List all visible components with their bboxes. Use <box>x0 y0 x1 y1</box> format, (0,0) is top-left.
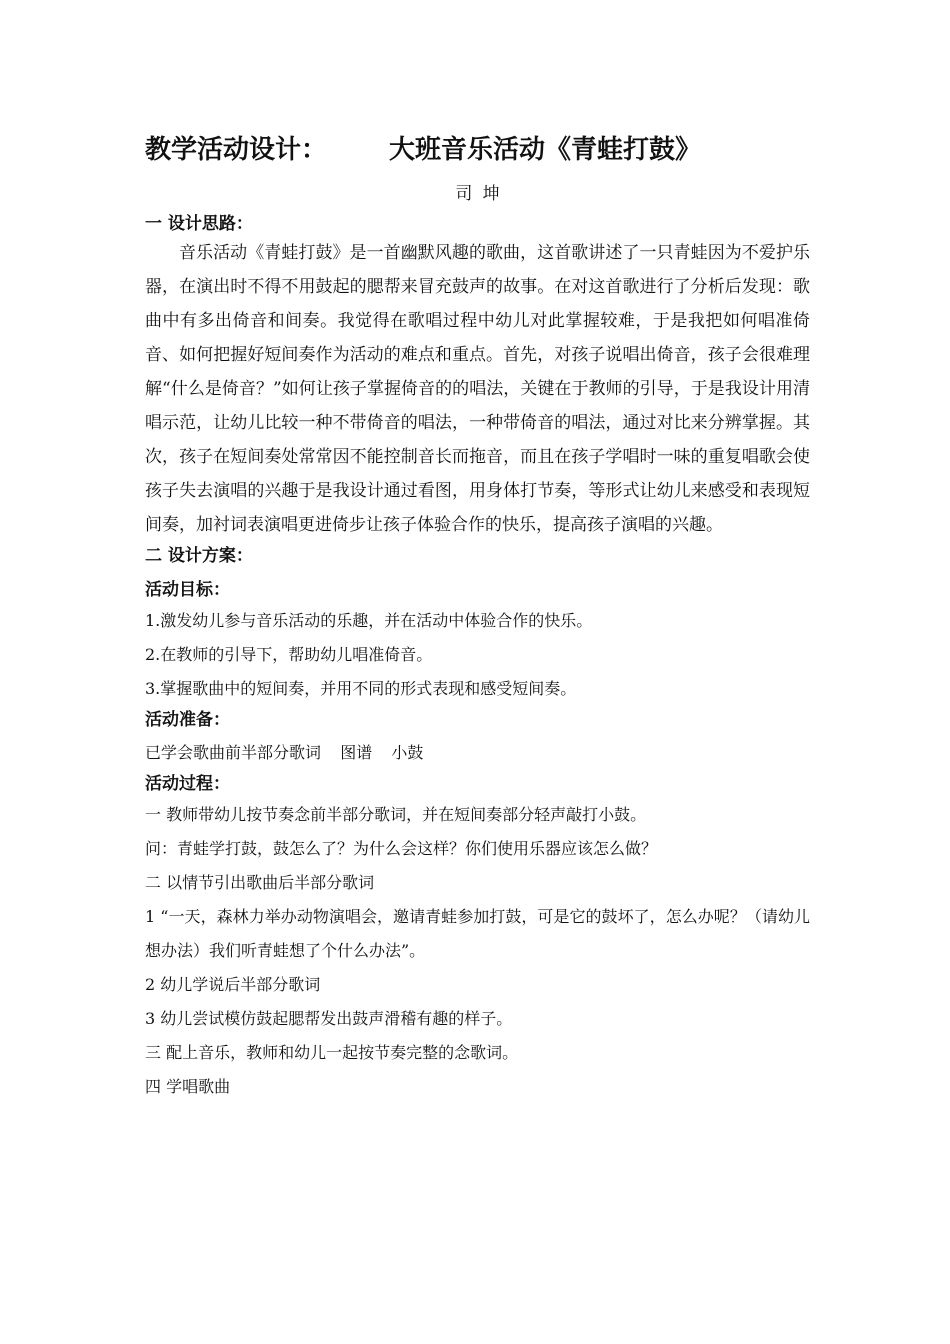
title-prefix: 教学活动设计： <box>145 135 328 165</box>
page-title <box>145 130 810 170</box>
goals-list <box>145 604 810 706</box>
goals-heading: 活动目标： <box>145 580 230 600</box>
prep-item: 图谱 <box>340 743 373 762</box>
list-item: 2 幼儿学说后半部分歌词 <box>145 975 321 994</box>
list-item: 3.掌握歌曲中的短间奏，并用不同的形式表现和感受短间奏。 <box>145 679 577 698</box>
list-item: 四 学唱歌曲 <box>145 1077 231 1096</box>
section-heading-design-idea: 一 设计思路： <box>145 214 253 234</box>
prep-item: 已学会歌曲前半部分歌词 <box>145 743 322 762</box>
list-item: 问：青蛙学打鼓，鼓怎么了？为什么会这样？你们使用乐器应该怎么做？ <box>145 839 658 858</box>
list-item: 3 幼儿尝试模仿鼓起腮帮发出鼓声滑稽有趣的样子。 <box>145 1009 513 1028</box>
list-item: 三 配上音乐，教师和幼儿一起按节奏完整的念歌词。 <box>145 1043 519 1062</box>
title-main: 大班音乐活动《青蛙打鼓》 <box>389 135 702 165</box>
process-list <box>145 798 810 1104</box>
prep-heading: 活动准备： <box>145 710 230 730</box>
list-item: 一 教师带幼儿按节奏念前半部分歌词，并在短间奏部分轻声敲打小鼓。 <box>145 805 647 824</box>
list-item: 二 以情节引出歌曲后半部分歌词 <box>145 873 375 892</box>
section-heading-design-plan: 二 设计方案： <box>145 546 253 566</box>
author-name: 司坤 <box>455 184 510 204</box>
list-item: 1.激发幼儿参与音乐活动的乐趣，并在活动中体验合作的快乐。 <box>145 611 593 630</box>
list-item: 2.在教师的引导下，帮助幼儿唱准倚音。 <box>145 645 433 664</box>
design-idea-paragraph: 音乐活动《青蛙打鼓》是一首幽默风趣的歌曲，这首歌讲述了一只青蛙因为不爱护乐器，在演出时不得不用鼓起的腮帮来冒充鼓声的故事。在对这首歌进行了分析后发现：歌曲中有多出倚音和间奏。我觉得在歌唱过程中幼儿对此掌握较难，于是我把如何唱准倚音、如何把握好短间奏作为活动的难点和重点。首先，对孩子说唱出倚音，孩子会很难理解“什么是倚音？”如何让孩子掌握倚音的的唱法，关键在于教师的引导，于是我设计用清唱示范，让幼儿比较一种不带倚音的唱法，一种带倚音的唱法，通过对比来分辨掌握。其次，孩子在短间奏处常常因不能控制音长而拖音，而且在孩子学唱时一味的重复唱歌会使孩子失去演唱的兴趣于是我设计通过看图，用身体打节奏，等形式让幼儿来感受和表现短间奏，加衬词表演唱更进倚步让孩子体验合作的快乐，提高孩子演唱的兴趣。 <box>145 243 810 535</box>
document-page <box>145 130 810 1104</box>
prep-items <box>145 736 810 770</box>
list-item: 1 “一天，森林力举办动物演唱会，邀请青蛙参加打鼓，可是它的鼓坏了，怎么办呢？（请幼儿想办法）我们听青蛙想了个什么办法”。 <box>145 907 810 960</box>
process-heading: 活动过程： <box>145 774 230 794</box>
prep-item: 小鼓 <box>391 743 424 762</box>
